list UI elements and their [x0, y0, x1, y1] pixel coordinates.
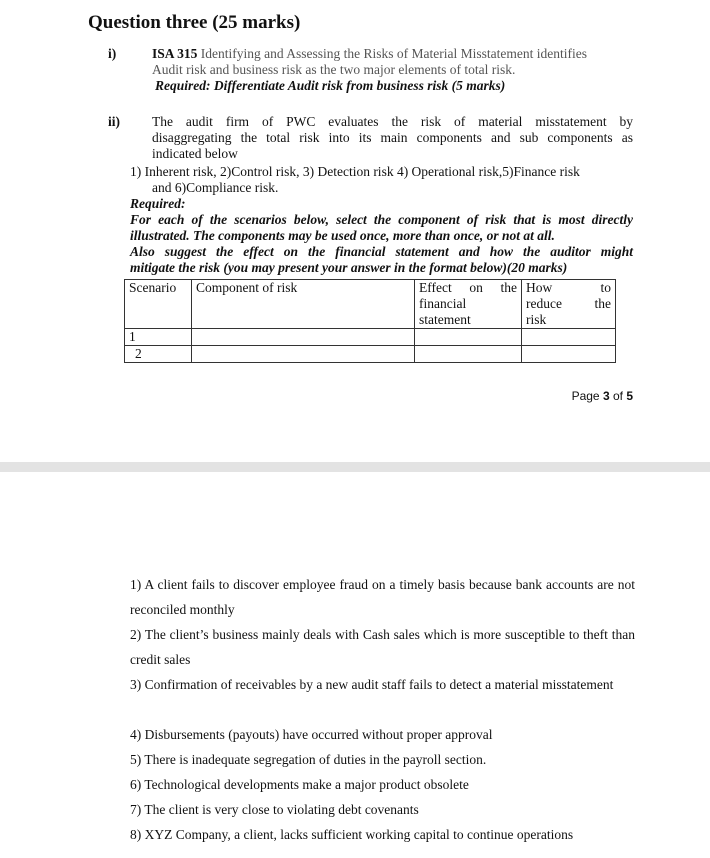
- row-number: 1: [125, 329, 192, 346]
- instruction-line2: illustrated. The components may be used once, more than once, or not at all.: [130, 228, 555, 243]
- table-row: [125, 346, 616, 363]
- instruction-line4: mitigate the risk (you may present your answer in the format below)(20 marks): [130, 260, 568, 275]
- scenario-item: 8) XYZ Company, a client, lacks sufficient working capital to continue operations: [130, 827, 574, 842]
- part-i-text: [152, 46, 633, 94]
- question-title: Question three (25 marks): [88, 12, 301, 33]
- part-ii-intro-line1: The audit firm of PWC evaluates the risk of material misstatement by: [152, 114, 633, 129]
- part-i-numeral: i): [108, 46, 117, 61]
- part-i-line1: Identifying and Assessing the Risks of Material Misstatement identifies: [200, 46, 587, 61]
- scenario-item: 1) A client fails to discover employee fraud on a timely basis because bank accounts are not reconciled monthly: [130, 577, 635, 617]
- header-how: How to reduce the risk: [522, 280, 616, 329]
- components-line2: and 6)Compliance risk.: [152, 180, 279, 195]
- table-cell: [415, 346, 522, 363]
- part-ii-required: [130, 196, 633, 276]
- isa-reference: ISA 315: [152, 46, 198, 61]
- table-row: [125, 329, 616, 346]
- header-effect: Effect on the financial statement: [415, 280, 522, 329]
- header-component: Component of risk: [192, 280, 415, 329]
- scenario-item: 6) Technological developments make a major product obsolete: [130, 777, 469, 792]
- row-number: 2: [125, 346, 192, 363]
- table-cell: [522, 329, 616, 346]
- page-number: Page 3 of 5: [571, 389, 633, 403]
- instruction-line1: For each of the scenarios below, select the component of risk that is most directly: [130, 212, 633, 227]
- table-cell: [192, 329, 415, 346]
- answer-format-table: [124, 279, 616, 363]
- scenario-item: 4) Disbursements (payouts) have occurred without proper approval: [130, 727, 493, 742]
- table-header-row: [125, 280, 616, 329]
- part-i-line2: Audit risk and business risk as the two major elements of total risk.: [152, 62, 516, 77]
- table-cell: [522, 346, 616, 363]
- header-scenario: Scenario: [125, 280, 192, 329]
- required-label: Required:: [130, 196, 186, 211]
- table-cell: [192, 346, 415, 363]
- scenario-item: 2) The client’s business mainly deals with Cash sales which is more susceptible to theft than credit sales: [130, 627, 635, 667]
- page-divider: [0, 462, 710, 472]
- instruction-line3: Also suggest the effect on the financial statement and how the auditor might: [130, 244, 633, 259]
- part-ii-intro-line3: indicated below: [152, 146, 238, 161]
- current-page: 3: [602, 389, 610, 403]
- scenario-item: 5) There is inadequate segregation of duties in the payroll section.: [130, 752, 487, 767]
- part-ii-intro: [152, 114, 633, 162]
- scenario-item: 7) The client is very close to violating debt covenants: [130, 802, 419, 817]
- scenario-item: 3) Confirmation of receivables by a new audit staff fails to detect a material misstatement: [130, 677, 614, 692]
- total-pages: 5: [626, 389, 633, 403]
- components-line1: 1) Inherent risk, 2)Control risk, 3) Detection risk 4) Operational risk,5)Finance risk: [130, 164, 580, 179]
- risk-components-list: [130, 164, 633, 196]
- part-i-required: Required: Differentiate Audit risk from business risk (5 marks): [155, 78, 506, 93]
- part-ii-intro-line2: disaggregating the total risk into its main components and sub components as: [152, 130, 633, 145]
- page-4: [0, 472, 710, 858]
- table-cell: [415, 329, 522, 346]
- part-ii-numeral: ii): [108, 114, 120, 129]
